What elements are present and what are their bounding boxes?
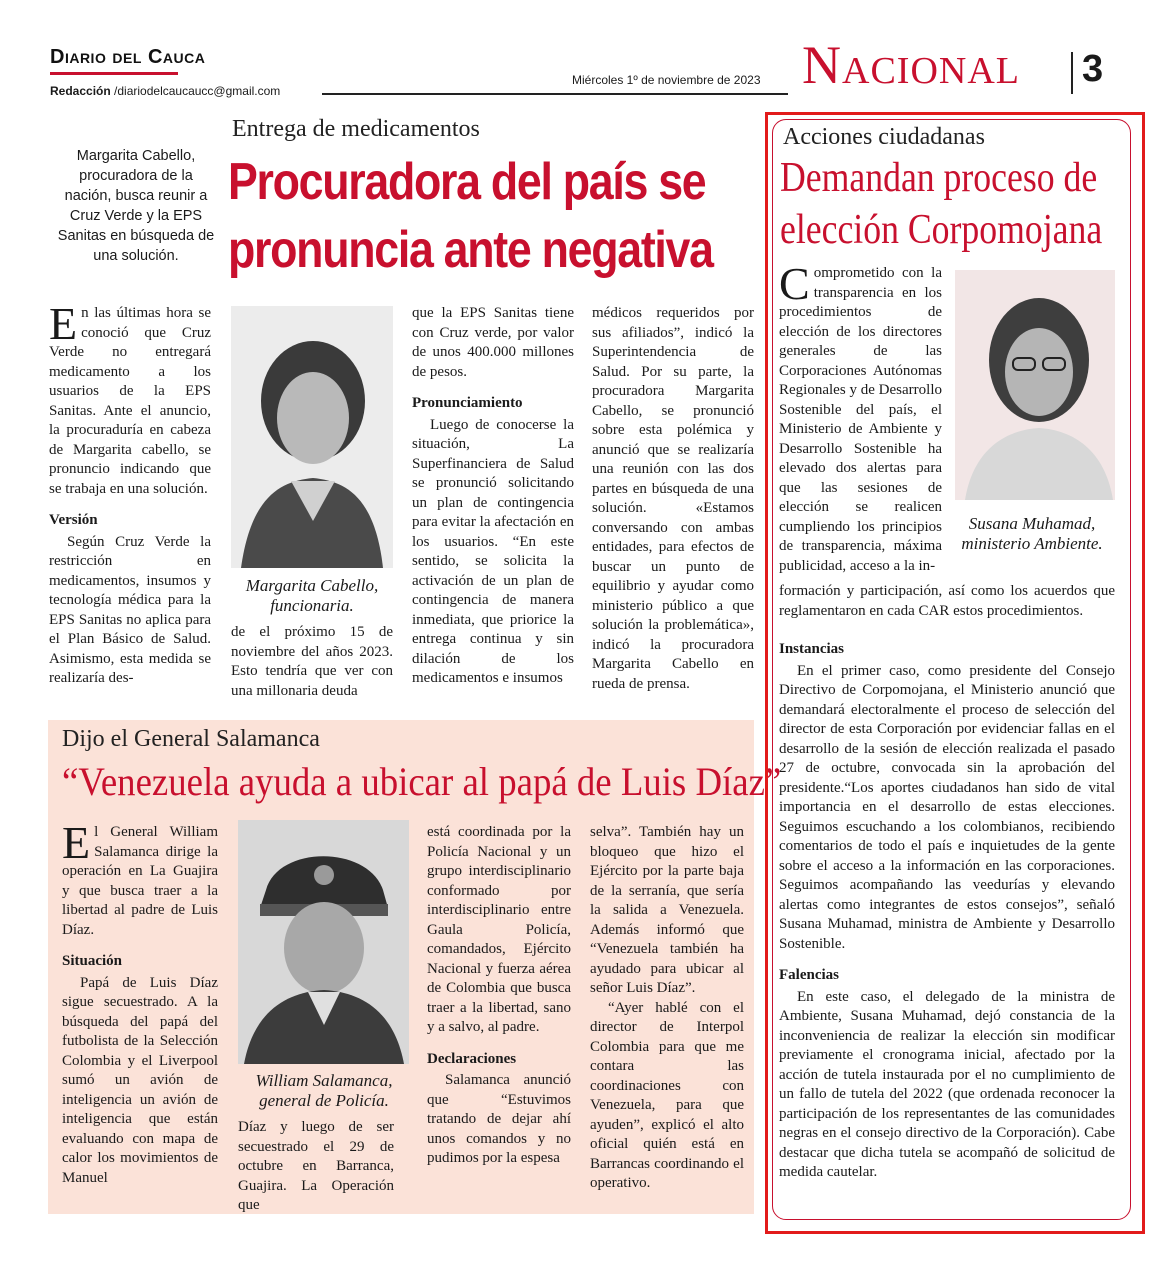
article2-col3-text: está coordinada por la Policía Nacional y un grupo interdisciplinario conformado por interdisciplinario entre Gaula Policía, comandados, Ejército Nacional y fuerza aérea de Colombia que busca traer a la libertad, sano y a salvo, al padre. bbox=[427, 824, 571, 1035]
redaccion-email: /diariodelcaucaucc@gmail.com bbox=[114, 84, 281, 98]
article2-subhead-situacion: Situación bbox=[62, 953, 123, 969]
article2-col1-text: Papá de Luis Díaz sigue secuestrado. A la búsqueda del papá del futbolista de la Selección Colombia y el Liverpool sumó un avión de inteligencia un avión de inteligencia que están evaluando con mapa de calor los movimientos de Manuel bbox=[62, 974, 218, 1186]
article1-headline-line2: pronuncia ante negativa bbox=[228, 221, 713, 279]
issue-date: Miércoles 1º de noviembre de 2023 bbox=[572, 73, 761, 87]
masthead: Diario del Cauca bbox=[50, 46, 206, 68]
article3-body bbox=[779, 628, 1115, 1183]
article1-col1 bbox=[49, 298, 211, 689]
article3-caption-line1: Susana Muhamad, bbox=[968, 514, 1096, 533]
article2-col3-text2: Salamanca anunció que “Estuvimos tratando de dejar ahí unos comandos y no pudimos por la espesa bbox=[427, 1072, 571, 1166]
article3-text2: En este caso, el delegado de la ministra de Ambiente, Susana Muhamad, dejó constancia de la inconveniencia de realizar la elección sin modificar previamente el cronograma inicial, afectado por la acción de tutela instaurada por el no cumplimiento de un fallo de tutela del 2022 (que ordenada reconocer la participación de los representantes de las comunidades negras en el consejo directivo de la Corporación). Cabe destacar que dicha tutela se acompañó de solicitud de medida cautelar. bbox=[779, 988, 1115, 1180]
article2-col2-bottom: Díaz y luego de ser secuestrado el 29 de octubre en Barranca, Guajira. La Operación que bbox=[238, 1119, 394, 1213]
article1-photo-caption bbox=[228, 576, 396, 616]
redaccion-label: Redacción bbox=[50, 84, 111, 98]
page-separator bbox=[1071, 52, 1073, 94]
article1-subhead-version: Versión bbox=[49, 512, 98, 528]
article1-headline-line1: Procuradora del país se bbox=[228, 153, 706, 211]
header-rule bbox=[322, 93, 788, 95]
article2-photo-caption bbox=[236, 1071, 412, 1111]
article2-subhead-declaraciones: Declaraciones bbox=[427, 1050, 517, 1067]
article3-photo bbox=[955, 270, 1115, 500]
article3-subhead-instancias: Instancias bbox=[779, 641, 845, 657]
article3-photo-caption bbox=[948, 514, 1116, 554]
article1-col3-text: que la EPS Sanitas tiene con Cruz verde, por valor de unos 400.000 millones de pesos. bbox=[412, 305, 574, 380]
article1-caption-line1: Margarita Cabello, bbox=[245, 576, 379, 595]
article3-headline-line1: Demandan proceso de bbox=[780, 155, 1098, 201]
page-number: 3 bbox=[1082, 48, 1104, 90]
article2-photo bbox=[238, 820, 409, 1064]
article1-summary: Margarita Cabello, procuradora de la nación, busca reunir a Cruz Verde y la EPS Sanitas en búsqueda de una solución. bbox=[57, 148, 215, 264]
article2-kicker: Dijo el General Salamanca bbox=[62, 726, 320, 752]
article3-subhead-falencias: Falencias bbox=[779, 967, 839, 983]
article3-text1: En el primer caso, como presidente del Consejo Directivo de Corpomojana, el Ministerio anunció que demandará electoralmente el proceso de selección del director de esta Corporación por evidenciar fallas en el desarrollo de la sesión de elección realizada el pasado 27 de octubre, convocada sin la aprobación del presidente.“Los aportes ciudadanos han sido de vital importancia en el desarrollo de estas elecciones. Seguimos escuchando a los colombianos, recibiendo comentarios de todo el país e inquietudes de la gente sobre el acceso a la información en las corporaciones. Seguimos acompañando las veedurías y elevando alertas como integrantes de estos consejos”, señaló Susana Muhamad, ministra de Ambiente y Desarrollo Sostenible. bbox=[779, 662, 1115, 952]
article2-col3 bbox=[427, 823, 571, 1169]
article2-col1 bbox=[62, 817, 218, 1188]
article1-col1-intro: n las últimas hora se conoció que Cruz Verde no entregará medicamento a los usuarios de la EPS Sanitas. Ante el anuncio, la procuraduría en cabeza de Margarita cabello, se pronuncio indicando que se trabaja en una solución. bbox=[49, 305, 211, 497]
article3-intro-top bbox=[779, 258, 942, 576]
article2-col4 bbox=[590, 823, 744, 1194]
article3-intro-top-text: omprometido con la transparencia en los procedimientos de elección de los directores generales de las Corporaciones Autónomas Regionales y de Desarrollo Sostenible del país, el Ministerio de Ambiente y Desarrollo Sostenible ha elevado dos alertas para que las sesiones de elección se realicen cumpliendo los principios de transparencia, máxima publicidad, acceso a la in- bbox=[779, 265, 942, 574]
article1-col4: médicos requeridos por sus afiliados”, indicó la Superintendencia de Salud. Por su parte, la procuradora Margarita Cabello, se pronunció sobre esta polémica y anunció que se realizaría una reunión con las dos partes en búsqueda de una solución. «Estamos conversando con ambas entidades, para efectos de buscar un punto de equilibrio y ayudar como ministerio público a que solución la problemática», indicó la procuradora Margarita Cabello en rueda de prensa. bbox=[592, 305, 754, 692]
article1-subhead-pronunciamiento: Pronunciamiento bbox=[412, 395, 523, 411]
article2-caption-line2: general de Policía. bbox=[259, 1091, 389, 1110]
article2-col1-intro: l General William Salamanca dirige la operación en La Guajira y que busca traer a la libertad al padre de Luis Díaz. bbox=[62, 824, 218, 938]
article1-headline bbox=[228, 148, 713, 284]
article3-caption-line2: ministerio Ambiente. bbox=[961, 534, 1103, 553]
person-silhouette-icon bbox=[231, 306, 393, 568]
article2-caption-line1: William Salamanca, bbox=[255, 1071, 393, 1090]
article1-kicker: Entrega de medicamentos bbox=[232, 116, 480, 142]
woman-portrait-icon bbox=[955, 270, 1115, 500]
article1-photo bbox=[231, 306, 393, 568]
masthead-underline bbox=[50, 72, 178, 75]
article1-col3 bbox=[412, 304, 574, 689]
redaccion-line bbox=[50, 84, 280, 98]
article3-headline-line2: elección Corpomojana bbox=[780, 207, 1103, 253]
officer-portrait-icon bbox=[238, 820, 409, 1064]
article2-dropcap: E bbox=[62, 817, 91, 868]
article1-col2-bottom: de el próximo 15 de noviembre del años 2023. Esto tendría que ver con una millonaria deuda bbox=[231, 624, 393, 699]
article3-kicker: Acciones ciudadanas bbox=[783, 124, 985, 150]
article1-col1-text: Según Cruz Verde la restricción en medicamentos, insumos y tecnología médica para la EPS Sanitas no aplica para el Plan Básico de Salud. Asimismo, esta medida se realizaría des- bbox=[49, 533, 211, 686]
article3-intro-bottom: formación y participación, así como los acuerdos que reglamentaron en cada CAR estos procedimientos. bbox=[779, 583, 1115, 619]
article2-col4-text: selva”. También hay un bloqueo que hizo el Ejército por la parte baja de la serranía, que sería la salida a Venezuela. Además informó que “Venezuela también ha ayudado para ubicar al señor Luis Díaz”. bbox=[590, 824, 744, 996]
section-title: Nacional bbox=[802, 35, 1020, 95]
article3-headline bbox=[780, 152, 1102, 256]
article3-dropcap: C bbox=[779, 258, 810, 309]
article2-col4-text2: “Ayer hablé con el director de Interpol Colombia para que me contara las coordinaciones con Venezuela, para que ayuden”, explicó el alto oficial quién está en Barrancas coordinando el operativo. bbox=[590, 999, 744, 1191]
article1-col3-text2: Luego de conocerse la situación, La Superfinanciera de Salud se pronunció solicitando un plan de contingencia para evitar la afectación en los usuarios. “En este sentido, se solicita la activación de un plan de contingencia de manera inmediata, que priorice la entrega continua y sin dilación de los medicamentos e insumos bbox=[412, 416, 574, 686]
article2-headline: “Venezuela ayuda a ubicar al papá de Luis Díaz” bbox=[62, 759, 782, 804]
article1-dropcap: E bbox=[49, 298, 78, 349]
article1-caption-line2: funcionaria. bbox=[270, 596, 354, 615]
